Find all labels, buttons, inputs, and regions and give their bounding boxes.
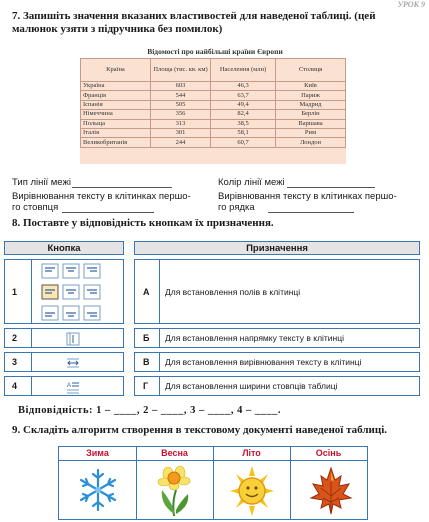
- button-row-2: [4, 328, 124, 348]
- question-9-title: 9. Складіть алгоритм створення в текстовому документі наведеної таблиці.: [12, 424, 388, 436]
- prop-line-type-label: Тип лінії межі: [12, 177, 71, 188]
- cell-margins-icon: [41, 263, 103, 321]
- cell-population: 46,3: [211, 82, 276, 91]
- row-number: 4: [12, 381, 18, 391]
- cell-population: 63,7: [211, 91, 276, 100]
- answer-line: Відповідність: 1 – ____, 2 – ____, 3 – ____, 4 – ____.: [18, 405, 282, 416]
- cell-population: 60,7: [211, 138, 276, 147]
- daffodil-icon: [152, 464, 198, 518]
- header-population: Населення (млн): [211, 59, 276, 82]
- cell-capital: Мадрид: [276, 100, 346, 109]
- cell-area: 603: [151, 82, 211, 91]
- button-row-1: [4, 259, 124, 324]
- countries-table: [80, 58, 346, 148]
- purpose-letter: Б: [143, 333, 150, 343]
- purpose-letter: Г: [143, 381, 149, 391]
- cell-population: 82,4: [211, 110, 276, 119]
- cell-population: 58,1: [211, 128, 276, 137]
- table-row: [81, 100, 346, 109]
- question-8-title: 8. Поставте у відповідність кнопкам їх призначення.: [12, 217, 274, 229]
- button-row-4: [4, 376, 124, 396]
- row-number: 1: [12, 287, 18, 297]
- seasons-table: [58, 446, 368, 520]
- cell-country: Великобританія: [81, 138, 151, 147]
- prop-align-col-field[interactable]: [62, 203, 154, 213]
- prop-line-color-label: Колір лінії межі: [218, 177, 285, 188]
- prop-align-col-label-2: го стовпця: [12, 202, 59, 213]
- text-direction-icon: [66, 332, 80, 346]
- table-row: [81, 119, 346, 128]
- cell-country: Італія: [81, 128, 151, 137]
- cell-country: Польща: [81, 119, 151, 128]
- table-row: [81, 82, 346, 91]
- svg-text:A: A: [67, 383, 72, 389]
- purpose-text: Для встановлення вирівнювання тексту в клітинці: [165, 357, 362, 367]
- lesson-label: УРОК 9: [397, 0, 425, 9]
- purpose-text: Для встановлення ширини стовпців таблиці: [165, 381, 338, 391]
- table-row: [81, 128, 346, 137]
- table-header-row: [81, 59, 346, 82]
- cell-country: Україна: [81, 82, 151, 91]
- purpose-column-header: Призначення: [134, 241, 420, 255]
- cell-capital: Варшава: [276, 119, 346, 128]
- purpose-row-v: [134, 352, 420, 372]
- header-capital: Столиця: [276, 59, 346, 82]
- cell-capital: Рим: [276, 128, 346, 137]
- prop-align-row-field[interactable]: [268, 203, 354, 213]
- purpose-text: Для встановлення напрямку тексту в клітинці: [165, 333, 345, 343]
- button-column-header: Кнопка: [4, 241, 124, 255]
- distribute-columns-icon: [66, 356, 80, 370]
- cell-capital: Берлін: [276, 110, 346, 119]
- season-winter: Зима: [86, 448, 109, 458]
- season-spring: Весна: [161, 448, 188, 458]
- maple-leaf-icon: [309, 466, 353, 516]
- season-autumn: Осінь: [315, 448, 342, 458]
- cell-country: Іспанія: [81, 100, 151, 109]
- question-7-title: 7. Запишіть значення вказаних властивостей для наведеної таблиці. (цей малюнок узяти з підручника без помилок): [12, 10, 376, 35]
- table-caption: Відомості про найбільші країни Європи: [147, 47, 283, 56]
- cell-capital: Київ: [276, 82, 346, 91]
- prop-line-color-field[interactable]: [287, 178, 375, 188]
- purpose-row-a: [134, 259, 420, 324]
- cell-population: 49,4: [211, 100, 276, 109]
- purpose-letter: В: [143, 357, 150, 367]
- season-summer: Літо: [242, 448, 261, 458]
- cell-population: 38,5: [211, 119, 276, 128]
- table-row: [81, 91, 346, 100]
- header-area: Площа (тис. кв. км): [151, 59, 211, 82]
- purpose-letter: А: [143, 287, 150, 297]
- prop-align-row-label-2: го рядка: [218, 202, 255, 213]
- cell-area: 356: [151, 110, 211, 119]
- row-number: 3: [12, 357, 18, 367]
- prop-align-row-label-1: Вирівнювання тексту в клітинках першо-: [218, 191, 397, 202]
- table-row: [81, 138, 346, 147]
- cell-area: 244: [151, 138, 211, 147]
- cell-capital: Париж: [276, 91, 346, 100]
- row-number: 2: [12, 333, 18, 343]
- cell-margins-small-icon: [66, 380, 80, 394]
- purpose-row-b: [134, 328, 420, 348]
- cell-area: 505: [151, 100, 211, 109]
- cell-capital: Лондон: [276, 138, 346, 147]
- snowflake-icon: [77, 467, 119, 513]
- purpose-row-g: [134, 376, 420, 396]
- prop-align-col-label-1: Вирівнювання тексту в клітинках першо-: [12, 191, 191, 202]
- cell-area: 313: [151, 119, 211, 128]
- cell-area: 544: [151, 91, 211, 100]
- header-country: Країна: [81, 59, 151, 82]
- prop-line-type-field[interactable]: [72, 178, 172, 188]
- cell-area: 301: [151, 128, 211, 137]
- sun-icon: [229, 465, 275, 517]
- table-row: [81, 110, 346, 119]
- purpose-text: Для встановлення полів в клітинці: [165, 287, 301, 297]
- cell-country: Франція: [81, 91, 151, 100]
- cell-country: Німеччина: [81, 110, 151, 119]
- button-row-3: [4, 352, 124, 372]
